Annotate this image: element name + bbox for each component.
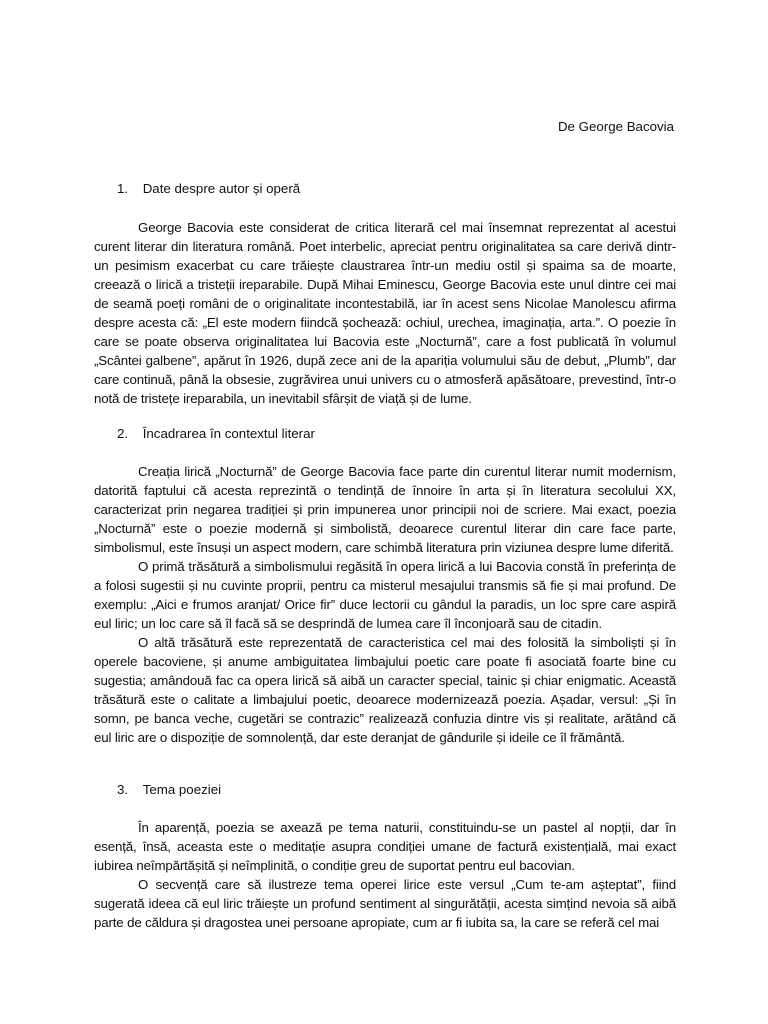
section-body xyxy=(94,462,676,747)
section-heading xyxy=(117,425,315,443)
section-title: Încadrarea în contextul literar xyxy=(142,426,315,441)
section-title: Tema poeziei xyxy=(142,782,222,797)
paragraph: În aparență, poezia se axează pe tema naturii, constituindu-se un pastel al nopții, dar în esență, însă, aceasta este o meditație asupra condiției umane de factură existențială, mai exact iubirea neîmpărtășită și neîmplinită, o condiție greu de suportat pentru eul bacovian. xyxy=(94,820,676,873)
paragraph: O secvență care să ilustreze tema operei lirice este versul „Cum te-am așteptat”, fiind sugerată ideea că eul liric trăiește un profund sentiment al singurătății, acesta simțind nevoia să aibă parte de căldura și dragostea unei persoane apropiate, cum ar fi iubita sa, la care se referă cel mai xyxy=(94,877,676,930)
paragraph: Creația lirică „Nocturnă” de George Bacovia face parte din curentul literar numit modernism, datorită faptului că acesta reprezintă o tendință de înnoire în arta și în literatura secolului XX, caracterizat prin negarea tradiției și prin impunerea unor principii noi de scriere. Mai exact, poezia „Nocturnă” este o poezie modernă și simbolistă, deoarece curentul literar din care face parte, simbolismul, este însuși un aspect modern, care schimbă literatura prin viziunea despre lume diferită. xyxy=(94,464,676,555)
section-body xyxy=(94,218,676,408)
author-line: De George Bacovia xyxy=(557,119,674,134)
section-number: 2. xyxy=(117,426,129,441)
section-heading xyxy=(117,781,221,799)
section-body xyxy=(94,818,676,932)
section-heading xyxy=(117,180,300,198)
section-number: 1. xyxy=(117,181,129,196)
paragraph: O altă trăsătură este reprezentată de caracteristica cel mai des folosită la simboliști și în operele bacoviene, și anume ambiguitatea limbajului poetic care poate fi asociată foarte bine cu sugestia; amândouă fac ca opera lirică să aibă un caracter special, tainic și chiar enigmatic. Această trăsătură este o calitate a limbajului poetic, deoarece modernizează poezia. Așadar, versul: „Și în somn, pe banca veche, cugetări se contrazic” realizează confuzia dintre vis și realitate, arătând că eul liric are o dispoziție de somnolență, dar este deranjat de gândurile și ideile ce îl frământă. xyxy=(94,635,676,745)
section-number: 3. xyxy=(117,782,129,797)
paragraph: O primă trăsătură a simbolismului regăsită în opera lirică a lui Bacovia constă în preferința de a folosi sugestii și nu cuvinte proprii, pentru ca misterul mesajului transmis să fie și mai profund. De exemplu: „Aici e frumos aranjat/ Orice fir” duce lectorii cu gândul la paradis, un loc spre care aspiră eul liric; un loc care să îl facă să se desprindă de lumea care îl înconjoară sau de citadin. xyxy=(94,559,676,631)
section-title: Date despre autor și operă xyxy=(142,181,301,196)
paragraph: George Bacovia este considerat de critica literară cel mai însemnat reprezentat al acestui curent literar din literatura română. Poet interbelic, apreciat pentru originalitatea sa care derivă dintr-un pesimism exacerbat cu care trăiește claustrarea într-un mediu ostil și spaima sa de moarte, creează o lirică a tristeții ireparabile. După Mihai Eminescu, George Bacovia este unul dintre cei mai de seamă poeți români de o originalitate incontestabilă, iar în acest sens Nicolae Manolescu afirma despre acesta că: „El este modern fiindcă șochează: ochiul, urechea, imaginația, arta.”. O poezie în care se poate observa originalitatea lui Bacovia este „Nocturnă”, care a fost publicată în volumul „Scântei galbene”, apărut în 1926, după zece ani de la apariția volumului său de debut, „Plumb”, dar care continuă, până la obsesie, zugrăvirea unui univers cu o atmosferă apăsătoare, prevestind, într-o notă de tristețe ireparabila, un inevitabil sfârșit de viață și de lume. xyxy=(94,220,676,406)
